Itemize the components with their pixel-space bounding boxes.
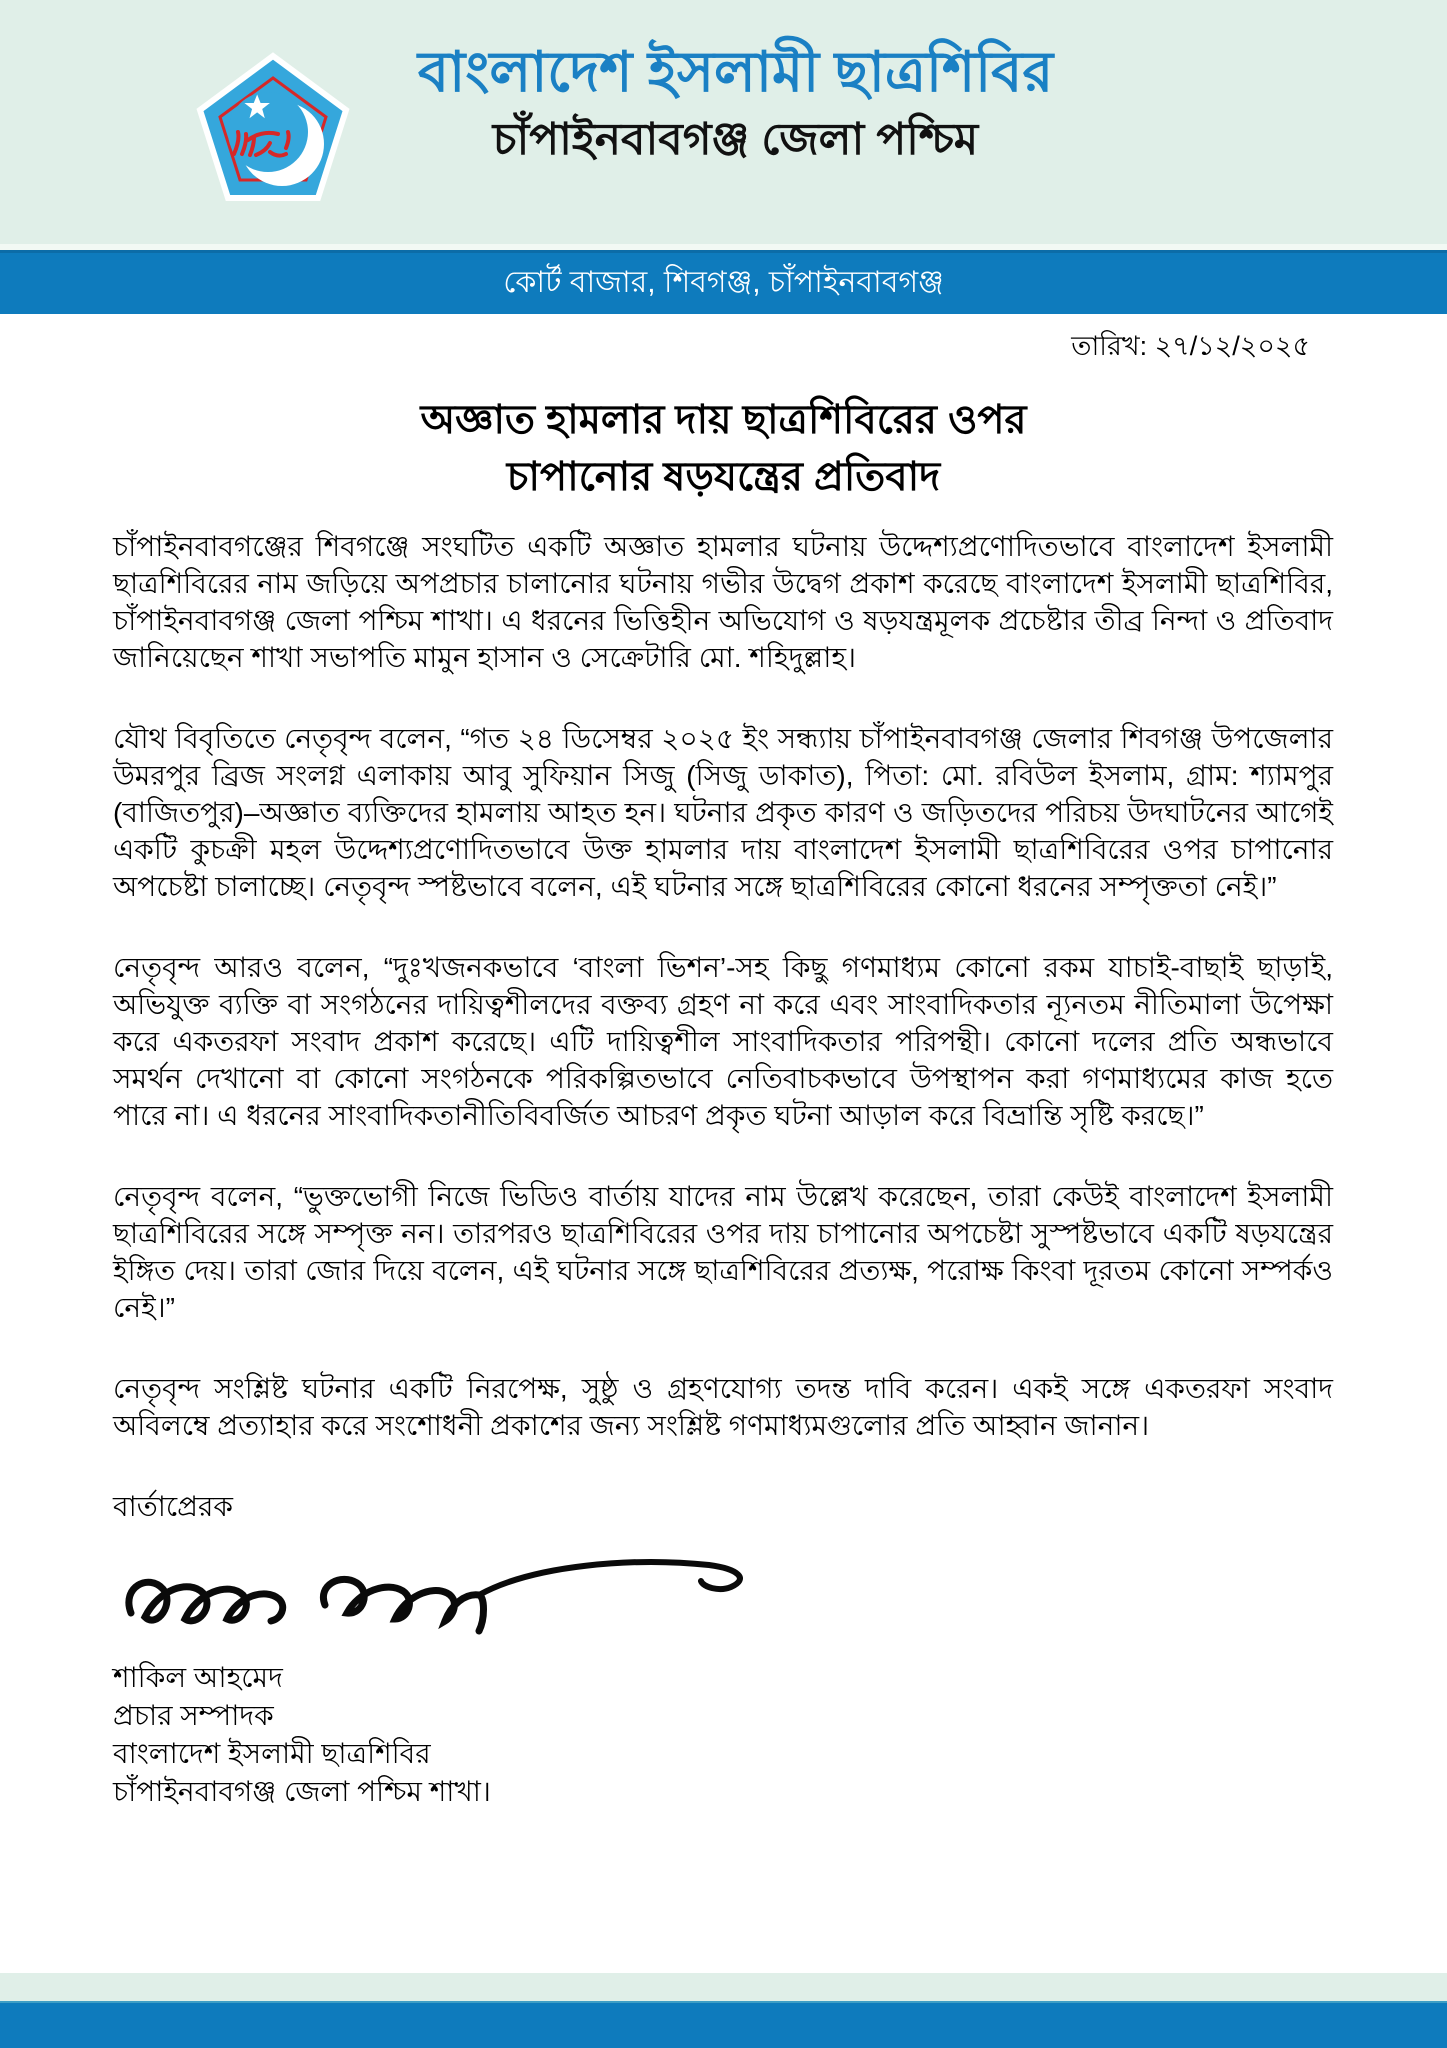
- handwritten-signature-icon: [113, 1535, 793, 1645]
- sender-label: বার্তাপ্রেরক: [113, 1491, 233, 1522]
- headline-line2: চাপানোর ষড়যন্ত্রের প্রতিবাদ: [506, 455, 941, 499]
- org-name: বাংলাদেশ ইসলামী ছাত্রশিবির: [417, 40, 1054, 103]
- signatory-details: [113, 1659, 1333, 1811]
- signatory-role: প্রচার সম্পাদক: [113, 1700, 274, 1731]
- footer-blue-band: [0, 2001, 1447, 2048]
- headline: [0, 392, 1447, 506]
- paragraph-4: নেতৃবৃন্দ বলেন, “ভুক্তভোগী নিজে ভিডিও বার্তায় যাদের নাম উল্লেখ করেছেন, তারা কেউই বাংলাদেশ ইসলামী ছাত্রশিবিরের সঙ্গে সম্পৃক্ত নন। তারপরও ছাত্রশিবিরের ওপর দায় চাপানোর অপচেষ্টা সুস্পষ্টভাবে একটি ষড়যন্ত্রের ইঙ্গিত দেয়। তারা জোর দিয়ে বলেন, এই ঘটনার সঙ্গে ছাত্রশিবিরের প্রত্যক্ষ, পরোক্ষ কিংবা দূরতম কোনো সম্পর্কও নেই।”: [113, 1181, 1333, 1323]
- signatory-branch: চাঁপাইনবাবগঞ্জ জেলা পশ্চিম শাখা।: [113, 1776, 491, 1807]
- branch-name: চাঁপাইনবাবগঞ্জ জেলা পশ্চিম: [492, 115, 979, 164]
- date-line: তারিখ: ২৭/১২/২০২৫: [1071, 331, 1310, 361]
- body-text: [113, 528, 1333, 1811]
- signature-section: [113, 1488, 1333, 1811]
- paragraph-3: নেতৃবৃন্দ আরও বলেন, “দুঃখজনকভাবে ‘বাংলা ভিশন’-সহ কিছু গণমাধ্যম কোনো রকম যাচাই-বাছাই ছাড়াই, অভিযুক্ত ব্যক্তি বা সংগঠনের দায়িত্বশীলদের বক্তব্য গ্রহণ না করে এবং সাংবাদিকতার ন্যূনতম নীতিমালা উপেক্ষা করে একতরফা সংবাদ প্রকাশ করেছে। এটি দায়িত্বশীল সাংবাদিকতার পরিপন্থী। কোনো দলের প্রতি অন্ধভাবে সমর্থন দেখানো বা কোনো সংগঠনকে পরিকল্পিতভাবে নেতিবাচকভাবে উপস্থাপন করা গণমাধ্যমের কাজ হতে পারে না। এ ধরনের সাংবাদিকতানীতিবিবর্জিত আচরণ প্রকৃত ঘটনা আড়াল করে বিভ্রান্তি সৃষ্টি করছে।”: [113, 952, 1333, 1131]
- paragraph-5: নেতৃবৃন্দ সংশ্লিষ্ট ঘটনার একটি নিরপেক্ষ, সুষ্ঠু ও গ্রহণযোগ্য তদন্ত দাবি করেন। একই সঙ্গে একতরফা সংবাদ অবিলম্বে প্রত্যাহার করে সংশোধনী প্রকাশের জন্য সংশ্লিষ্ট গণমাধ্যমগুলোর প্রতি আহ্বান জানান।: [113, 1373, 1333, 1441]
- headline-line1: অজ্ঞাত হামলার দায় ছাত্রশিবিরের ওপর: [420, 398, 1027, 442]
- signatory-name: শাকিল আহমেদ: [113, 1662, 283, 1693]
- address-text: কোর্ট বাজার, শিবগঞ্জ, চাঁপাইনবাবগঞ্জ: [503, 266, 944, 299]
- address-banner: [0, 250, 1447, 314]
- footer-mint-band: [0, 1973, 1447, 2003]
- paragraph-2: যৌথ বিবৃতিতে নেতৃবৃন্দ বলেন, “গত ২৪ ডিসেম্বর ২০২৫ ইং সন্ধ্যায় চাঁপাইনবাবগঞ্জ জেলার শিবগঞ্জ উপজেলার উমরপুর ব্রিজ সংলগ্ন এলাকায় আবু সুফিয়ান সিজু (সিজু ডাকাত), পিতা: মো. রবিউল ইসলাম, গ্রাম: শ্যামপুর (বাজিতপুর)–অজ্ঞাত ব্যক্তিদের হামলায় আহত হন। ঘটনার প্রকৃত কারণ ও জড়িতদের পরিচয় উদঘাটনের আগেই একটি কুচক্রী মহল উদ্দেশ্যপ্রণোদিতভাবে উক্ত হামলার দায় বাংলাদেশ ইসলামী ছাত্রশিবিরের ওপর চাপানোর অপচেষ্টা চালাচ্ছে। নেতৃবৃন্দ স্পষ্টভাবে বলেন, এই ঘটনার সঙ্গে ছাত্রশিবিরের কোনো ধরনের সম্পৃক্ততা নেই।”: [113, 723, 1333, 902]
- paragraph-1: চাঁপাইনবাবগঞ্জের শিবগঞ্জে সংঘটিত একটি অজ্ঞাত হামলার ঘটনায় উদ্দেশ্যপ্রণোদিতভাবে বাংলাদেশ ইসলামী ছাত্রশিবিরের নাম জড়িয়ে অপপ্রচার চালানোর ঘটনায় গভীর উদ্বেগ প্রকাশ করেছে বাংলাদেশ ইসলামী ছাত্রশিবির, চাঁপাইনবাবগঞ্জ জেলা পশ্চিম শাখা। এ ধরনের ভিত্তিহীন অভিযোগ ও ষড়যন্ত্রমূলক প্রচেষ্টার তীব্র নিন্দা ও প্রতিবাদ জানিয়েছেন শাখা সভাপতি মামুন হাসান ও সেক্রেটারি মো. শহিদুল্লাহ।: [113, 531, 1334, 673]
- letterhead-text: [24, 40, 1447, 166]
- letterhead: [0, 0, 1447, 244]
- signatory-org: বাংলাদেশ ইসলামী ছাত্রশিবির: [113, 1738, 431, 1769]
